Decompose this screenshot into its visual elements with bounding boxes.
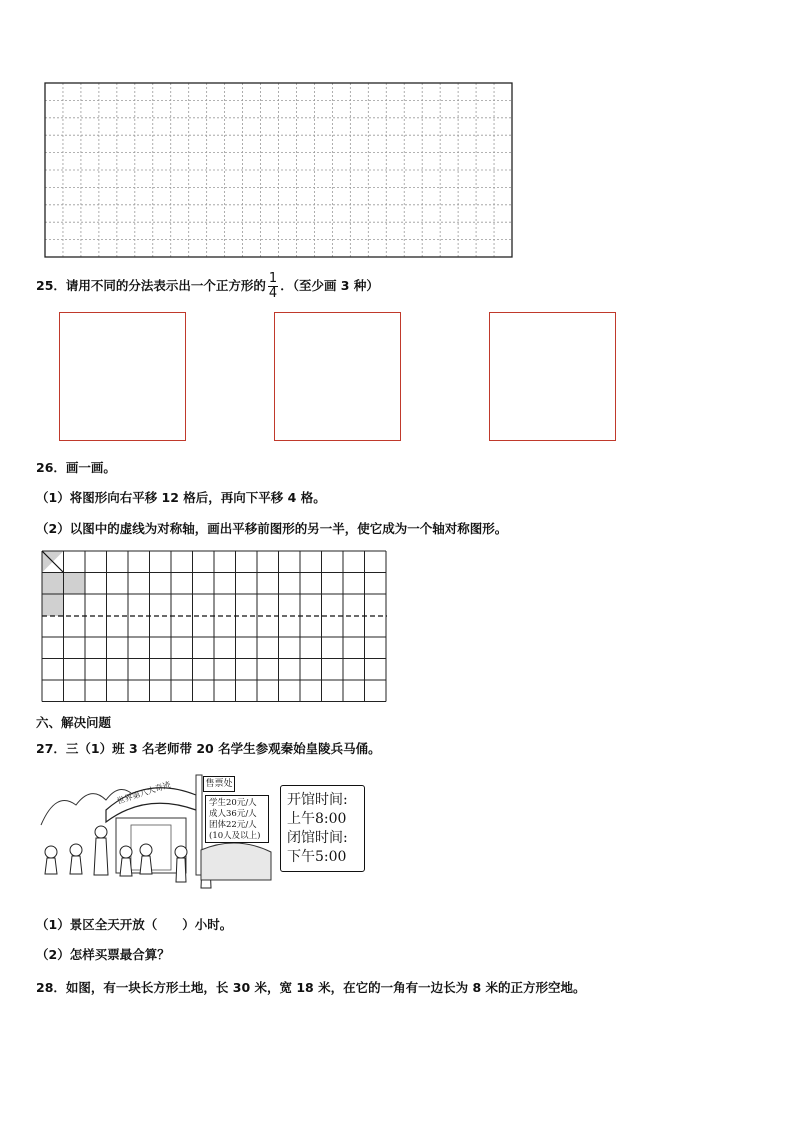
- q25-prompt: 25．请用不同的分法表示出一个正方形的 $\frac{1}{4}$ ．（至少画 3 种）: [36, 271, 379, 301]
- open-label: 开馆时间:: [287, 792, 348, 808]
- arch-banner-text: 世界第八大奇迹: [115, 780, 172, 806]
- q26-title: 26．画一画。: [36, 460, 116, 475]
- answer-square-1[interactable]: [59, 312, 186, 441]
- q27-sub1: （1）景区全天开放（ ）小时。: [36, 917, 233, 932]
- q26-sub2: （2）以图中的虚线为对称轴，画出平移前图形的另一半，使它成为一个轴对称图形。: [36, 521, 508, 536]
- price-adult: 成人36元/人: [209, 809, 257, 819]
- close-time: 下午5:00: [287, 849, 347, 865]
- q27-sub2: （2）怎样买票最合算？: [36, 947, 170, 962]
- q26-sub1: （1）将图形向右平移 12 格后，再向下平移 4 格。: [36, 490, 326, 505]
- section-6-title: 六、解决问题: [36, 715, 112, 730]
- answer-square-2[interactable]: [274, 312, 401, 441]
- dotted-grid: [44, 82, 514, 259]
- q27-title: 27．三（1）班 3 名老师带 20 名学生参观秦始皇陵兵马俑。: [36, 741, 381, 756]
- price-group: 团体22元/人: [209, 820, 257, 830]
- open-time: 上午8:00: [287, 811, 347, 827]
- answer-square-3[interactable]: [489, 312, 616, 441]
- opening-hours-board: [280, 785, 365, 872]
- square-grid: [41, 550, 389, 705]
- q28-title: 28．如图，有一块长方形土地，长 30 米，宽 18 米，在它的一角有一边长为 8 米的正方形空地。: [36, 980, 586, 995]
- ticket-booth-sign: 售票处: [203, 776, 235, 792]
- price-group-note: (10人及以上): [209, 831, 261, 841]
- close-label: 闭馆时间:: [287, 830, 348, 846]
- shaded-cell: [64, 573, 86, 595]
- fraction-one-quarter: $\frac{1}{4}$: [268, 271, 278, 301]
- shaded-cell: [42, 595, 64, 617]
- price-board: [205, 795, 269, 843]
- shaded-cell: [42, 573, 64, 595]
- price-student: 学生20元/人: [209, 798, 257, 808]
